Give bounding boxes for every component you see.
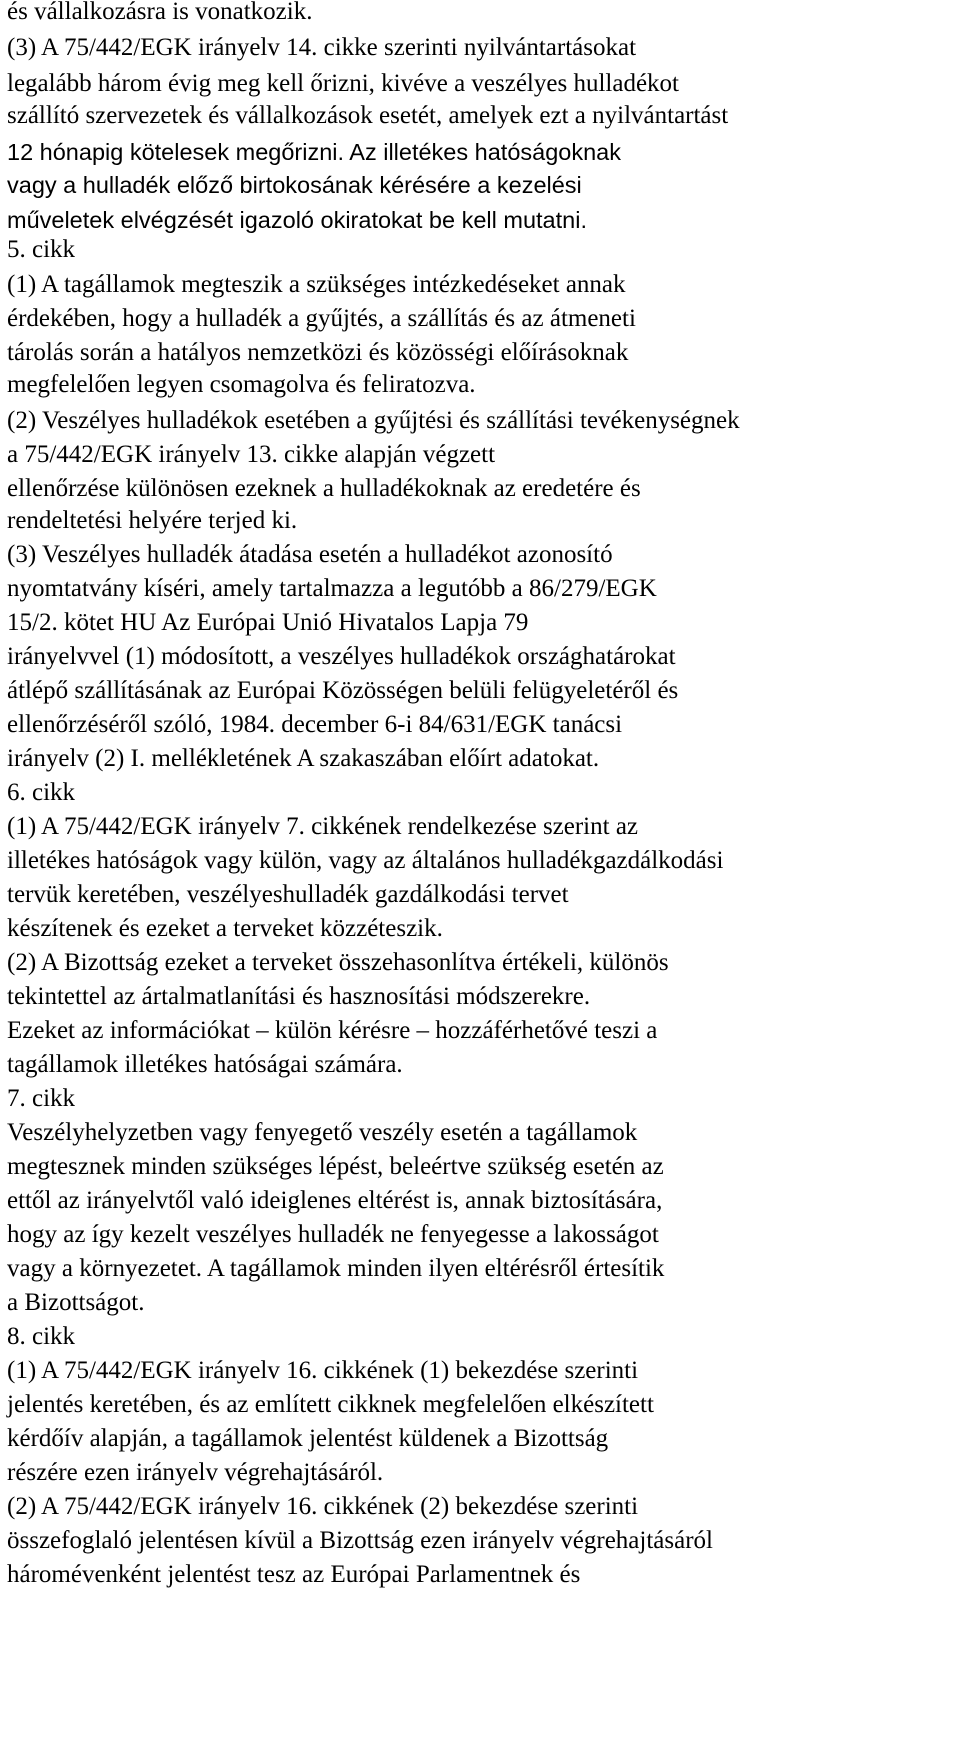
text-line: (2) Veszélyes hulladékok esetében a gyűjtési és szállítási tevékenységnek	[7, 407, 740, 434]
text-line: kérdőív alapján, a tagállamok jelentést küldenek a Bizottság	[7, 1425, 609, 1452]
text-line: és vállalkozásra is vonatkozik.	[7, 0, 313, 25]
article-heading-8: 8. cikk	[7, 1323, 76, 1350]
text-line: irányelv (2) I. mellékletének A szakaszában előírt adatokat.	[7, 745, 600, 772]
text-line: vagy a hulladék előző birtokosának kérésére a kezelési	[7, 172, 582, 198]
text-line: (2) A 75/442/EGK irányelv 16. cikkének (2) bekezdése szerinti	[7, 1493, 639, 1520]
text-line: megfelelően legyen csomagolva és feliratozva.	[7, 371, 476, 398]
text-line: tervük keretében, veszélyeshulladék gazdálkodási tervet	[7, 881, 569, 908]
text-line: (1) A tagállamok megteszik a szükséges intézkedéseket annak	[7, 271, 626, 298]
text-line: ellenőrzéséről szóló, 1984. december 6-i 84/631/EGK tanácsi	[7, 711, 623, 738]
running-header: 15/2. kötet HU Az Európai Unió Hivatalos Lapja 79	[7, 609, 529, 636]
text-line: Veszélyhelyzetben vagy fenyegető veszély esetén a tagállamok	[7, 1119, 638, 1146]
text-line: (2) A Bizottság ezeket a terveket összehasonlítva értékeli, különös	[7, 949, 669, 976]
text-line: tagállamok illetékes hatóságai számára.	[7, 1051, 403, 1078]
text-line: (3) Veszélyes hulladék átadása esetén a hulladékot azonosító	[7, 541, 613, 568]
text-line: legalább három évig meg kell őrizni, kivéve a veszélyes hulladékot	[7, 70, 679, 97]
text-line: érdekében, hogy a hulladék a gyűjtés, a szállítás és az átmeneti	[7, 305, 636, 332]
text-line: jelentés keretében, és az említett cikknek megfelelően elkészített	[7, 1391, 654, 1418]
text-line: irányelvvel (1) módosított, a veszélyes hulladékok országhatárokat	[7, 643, 676, 670]
text-line: a Bizottságot.	[7, 1289, 145, 1316]
text-line: vagy a környezetet. A tagállamok minden ilyen eltérésről értesítik	[7, 1255, 665, 1282]
text-line: összefoglaló jelentésen kívül a Bizottság ezen irányelv végrehajtásáról	[7, 1527, 713, 1554]
text-line: illetékes hatóságok vagy külön, vagy az általános hulladékgazdálkodási	[7, 847, 724, 874]
text-line: tárolás során a hatályos nemzetközi és közösségi előírásoknak	[7, 339, 629, 366]
text-line: átlépő szállításának az Európai Közösségen belüli felügyeletéről és	[7, 677, 679, 704]
text-line: Ezeket az információkat – külön kérésre – hozzáférhetővé teszi a	[7, 1017, 658, 1044]
text-line: készítenek és ezeket a terveket közzéteszik.	[7, 915, 443, 942]
text-line: (1) A 75/442/EGK irányelv 7. cikkének rendelkezése szerint az	[7, 813, 639, 840]
text-line: nyomtatvány kíséri, amely tartalmazza a legutóbb a 86/279/EGK	[7, 575, 657, 602]
article-heading-5: 5. cikk	[7, 236, 76, 263]
text-line: tekintettel az ártalmatlanítási és hasznosítási módszerekre.	[7, 983, 591, 1010]
text-line: részére ezen irányelv végrehajtásáról.	[7, 1459, 384, 1486]
text-line: a 75/442/EGK irányelv 13. cikke alapján végzett	[7, 441, 496, 468]
article-heading-6: 6. cikk	[7, 779, 76, 806]
text-line: ettől az irányelvtől való ideiglenes eltérést is, annak biztosítására,	[7, 1187, 663, 1214]
article-heading-7: 7. cikk	[7, 1085, 76, 1112]
text-line: ellenőrzése különösen ezeknek a hulladékoknak az eredetére és	[7, 475, 641, 502]
text-line: háromévenként jelentést tesz az Európai Parlamentnek és	[7, 1561, 581, 1588]
text-line: rendeltetési helyére terjed ki.	[7, 507, 298, 534]
text-line: (3) A 75/442/EGK irányelv 14. cikke szerinti nyilvántartásokat	[7, 34, 637, 61]
text-line: 12 hónapig kötelesek megőrizni. Az illetékes hatóságoknak	[7, 139, 621, 165]
text-line: szállító szervezetek és vállalkozások esetét, amelyek ezt a nyilvántartást	[7, 102, 729, 129]
text-line: műveletek elvégzését igazoló okiratokat be kell mutatni.	[7, 207, 587, 233]
text-line: megtesznek minden szükséges lépést, beleértve szükség esetén az	[7, 1153, 664, 1180]
text-line: (1) A 75/442/EGK irányelv 16. cikkének (1) bekezdése szerinti	[7, 1357, 639, 1384]
text-line: hogy az így kezelt veszélyes hulladék ne fenyegesse a lakosságot	[7, 1221, 659, 1248]
